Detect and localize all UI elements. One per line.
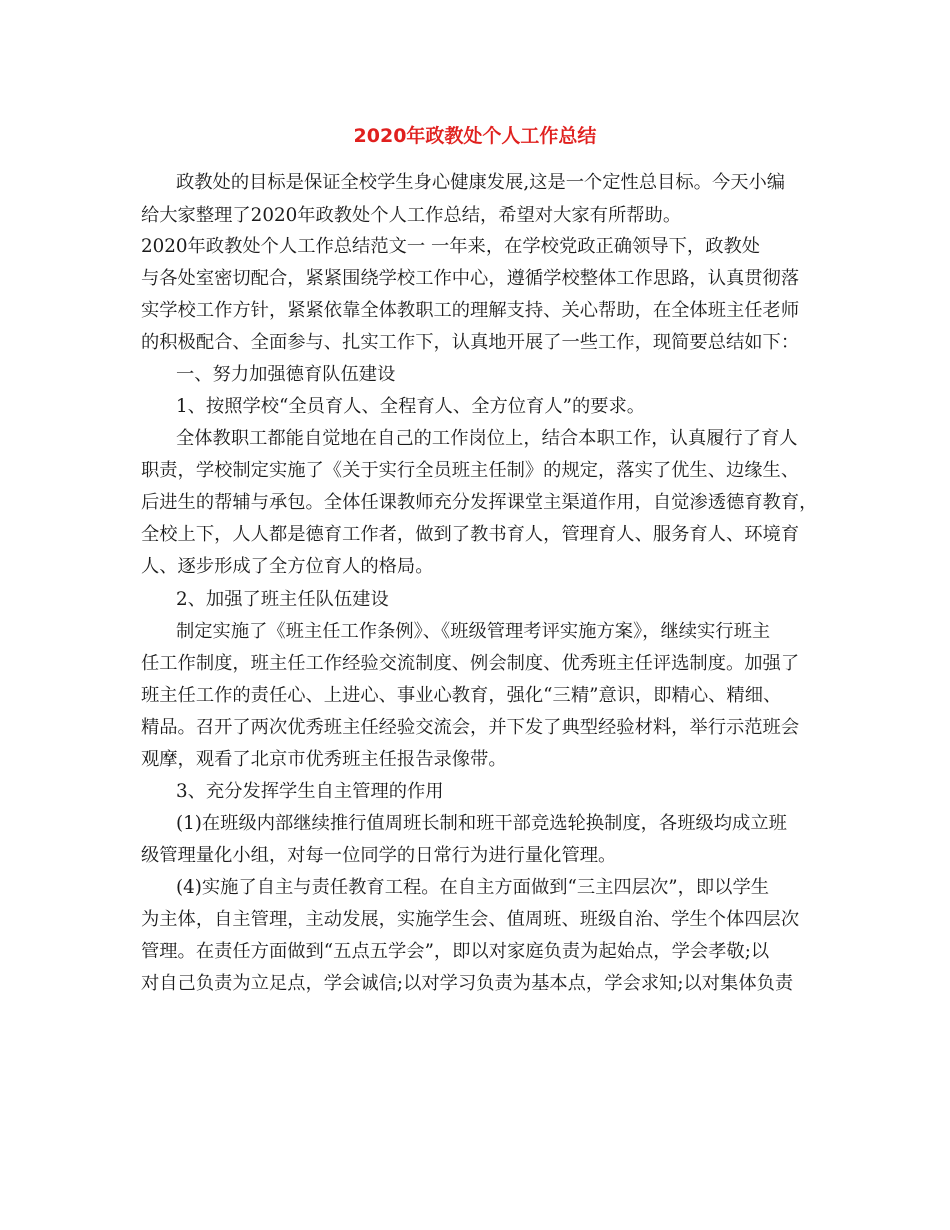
paragraph-line: 全体教职工都能自觉地在自己的工作岗位上，结合本职工作，认真履行了育人 [176, 428, 798, 449]
paragraph-line: 对自己负责为立足点，学会诚信;以对学习负责为基本点，学会求知;以对集体负责 [141, 973, 794, 994]
paragraph-line: 政教处的目标是保证全校学生身心健康发展,这是一个定性总目标。今天小编 [176, 172, 786, 193]
subsection-heading: 2、加强了班主任队伍建设 [176, 589, 389, 610]
paragraph-line: 与各处室密切配合，紧紧围绕学校工作中心，遵循学校整体工作思路，认真贯彻落 [141, 268, 800, 289]
paragraph-line: 精品。召开了两次优秀班主任经验交流会，并下发了典型经验材料，举行示范班会 [141, 717, 800, 738]
paragraph-line: 任工作制度，班主任工作经验交流制度、例会制度、优秀班主任评选制度。加强了 [141, 653, 800, 674]
paragraph-line: 观摩，观看了北京市优秀班主任报告录像带。 [141, 749, 507, 770]
subsection-heading: 3、充分发挥学生自主管理的作用 [176, 781, 444, 802]
section-heading: 一、努力加强德育队伍建设 [176, 364, 396, 385]
paragraph-line: 2020年政教处个人工作总结范文一 一年来，在学校党政正确领导下，政教处 [141, 236, 761, 257]
paragraph-line: 给大家整理了2020年政教处个人工作总结，希望对大家有所帮助。 [141, 205, 682, 226]
document-title: 2020年政教处个人工作总结 [353, 125, 597, 147]
paragraph-line: 管理。在责任方面做到“五点五学会”，即以对家庭负责为起始点，学会孝敬;以 [141, 941, 770, 962]
paragraph-line: (4)实施了自主与责任教育工程。在自主方面做到“三主四层次”，即以学生 [176, 877, 770, 898]
paragraph-line: 实学校工作方针，紧紧依靠全体教职工的理解支持、关心帮助，在全体班主任老师 [141, 300, 800, 321]
paragraph-line: 为主体，自主管理，主动发展，实施学生会、值周班、班级自治、学生个体四层次 [141, 909, 800, 930]
paragraph-line: 全校上下，人人都是德育工作者，做到了教书育人，管理育人、服务育人、环境育 [141, 524, 800, 545]
paragraph-line: (1)在班级内部继续推行值周班长制和班干部竞选轮换制度，各班级均成立班 [176, 813, 787, 834]
paragraph-line: 制定实施了《班主任工作条例》、《班级管理考评实施方案》，继续实行班主 [176, 621, 771, 642]
paragraph-line: 后进生的帮辅与承包。全体任课教师充分发挥课堂主渠道作用，自觉渗透德育教育， [141, 492, 818, 513]
paragraph-line: 班主任工作的责任心、上进心、事业心教育，强化“三精”意识，即精心、精细、 [141, 685, 782, 706]
paragraph-line: 人、逐步形成了全方位育人的格局。 [141, 556, 434, 577]
paragraph-line: 级管理量化小组，对每一位同学的日常行为进行量化管理。 [141, 845, 617, 866]
subsection-heading: 1、按照学校“全员育人、全程育人、全方位育人”的要求。 [176, 396, 646, 417]
paragraph-line: 的积极配合、全面参与、扎实工作下，认真地开展了一些工作，现简要总结如下： [141, 332, 800, 353]
paragraph-line: 职责，学校制定实施了《关于实行全员班主任制》的规定，落实了优生、边缘生、 [141, 460, 800, 481]
